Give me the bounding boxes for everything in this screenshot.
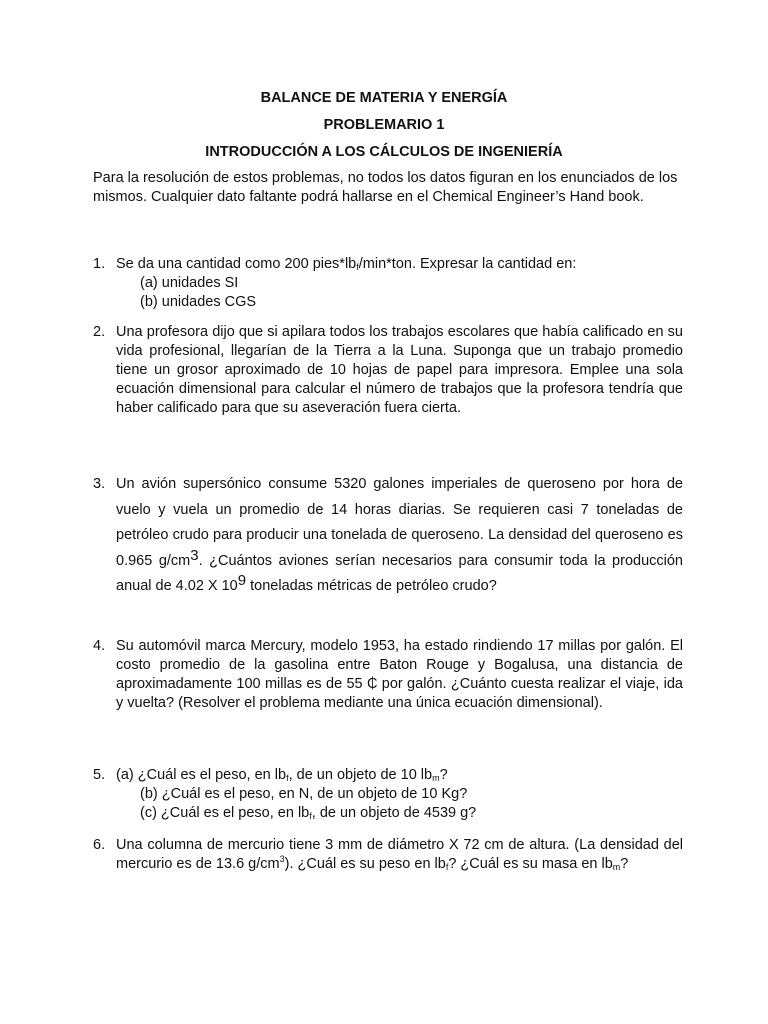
- question-number: 6.: [93, 837, 106, 853]
- topic-title: INTRODUCCIÓN A LOS CÁLCULOS DE INGENIERÍA: [205, 144, 563, 160]
- question-number: 5.: [93, 767, 106, 783]
- question-5: [93, 766, 683, 823]
- question-part-c: (c) ¿Cuál es el peso, en $lb_f$, de un objeto de 4539 g?: [140, 805, 477, 821]
- question-text: Su automóvil marca Mercury, modelo 1953, ha estado rindiendo 17 millas por galón. El costo promedio de la gasolina entre Baton Rouge y Bogalusa, una distancia de aproximadamente 100 millas es de 55 ₵ por galón. ¿Cuánto cuesta realizar el viaje, ida y vuelta? (Resolver el problema mediante una única ecuación dimensional).: [116, 638, 683, 711]
- question-text: Una profesora dijo que si apilara todos los trabajos escolares que había calificado en su vida profesional, llegarían de la Tierra a la Luna. Suponga que un trabajo promedio tiene un grosor aproximado de 10 hojas de papel para impresora. Emplee una sola ecuación dimensional para calcular el número de trabajos que la profesora tendría que haber calificado para que su aseveración fuera cierta.: [116, 324, 683, 416]
- question-text: Se da una cantidad como 200 $pies*lb_f/\min*ton$. Expresar la cantidad en:: [116, 256, 577, 272]
- question-6: [93, 836, 683, 874]
- question-part-a: (a) ¿Cuál es el peso, en $lb_f$, de un objeto de 10 $lb_m$?: [116, 767, 448, 783]
- question-number: 4.: [93, 638, 106, 654]
- question-number: 2.: [93, 324, 106, 340]
- question-2: [93, 323, 683, 418]
- option-a: (a) unidades SI: [140, 275, 239, 291]
- course-title: BALANCE DE MATERIA Y ENERGÍA: [260, 90, 508, 106]
- intro-paragraph: Para la resolución de estos problemas, no todos los datos figuran en los enunciados de los mismos. Cualquier dato faltante podrá hallarse en el Chemical Engineer’s Hand book.: [93, 170, 678, 205]
- question-text: Una columna de mercurio tiene 3 mm de diámetro X 72 cm de altura. (La densidad del mercurio es de 13.6 $g/cm^3$). ¿Cuál es su peso en $lb_f$? ¿Cuál es su masa en $lb_m$?: [116, 837, 683, 872]
- question-1: [93, 255, 683, 312]
- problem-set-title: PROBLEMARIO 1: [323, 117, 445, 133]
- question-number: 1.: [93, 256, 106, 272]
- option-b: (b) unidades CGS: [140, 294, 257, 310]
- question-part-b: (b) ¿Cuál es el peso, en N, de un objeto de 10 Kg?: [140, 786, 468, 802]
- question-4: [93, 637, 683, 713]
- question-3: [93, 472, 683, 600]
- question-number: 3.: [93, 476, 106, 492]
- question-text: Un avión supersónico consume 5320 galones imperiales de queroseno por hora de vuelo y vuela un promedio de 14 horas diarias. Se requieren casi 7 toneladas de petróleo crudo para producir una tonelada de queroseno. La densidad del queroseno es 0.965 $g/cm^3$. ¿Cuántos aviones serían necesarios para consumir toda la producción anual de 4.02 X $10^9$ toneladas métricas de petróleo crudo?: [116, 476, 683, 594]
